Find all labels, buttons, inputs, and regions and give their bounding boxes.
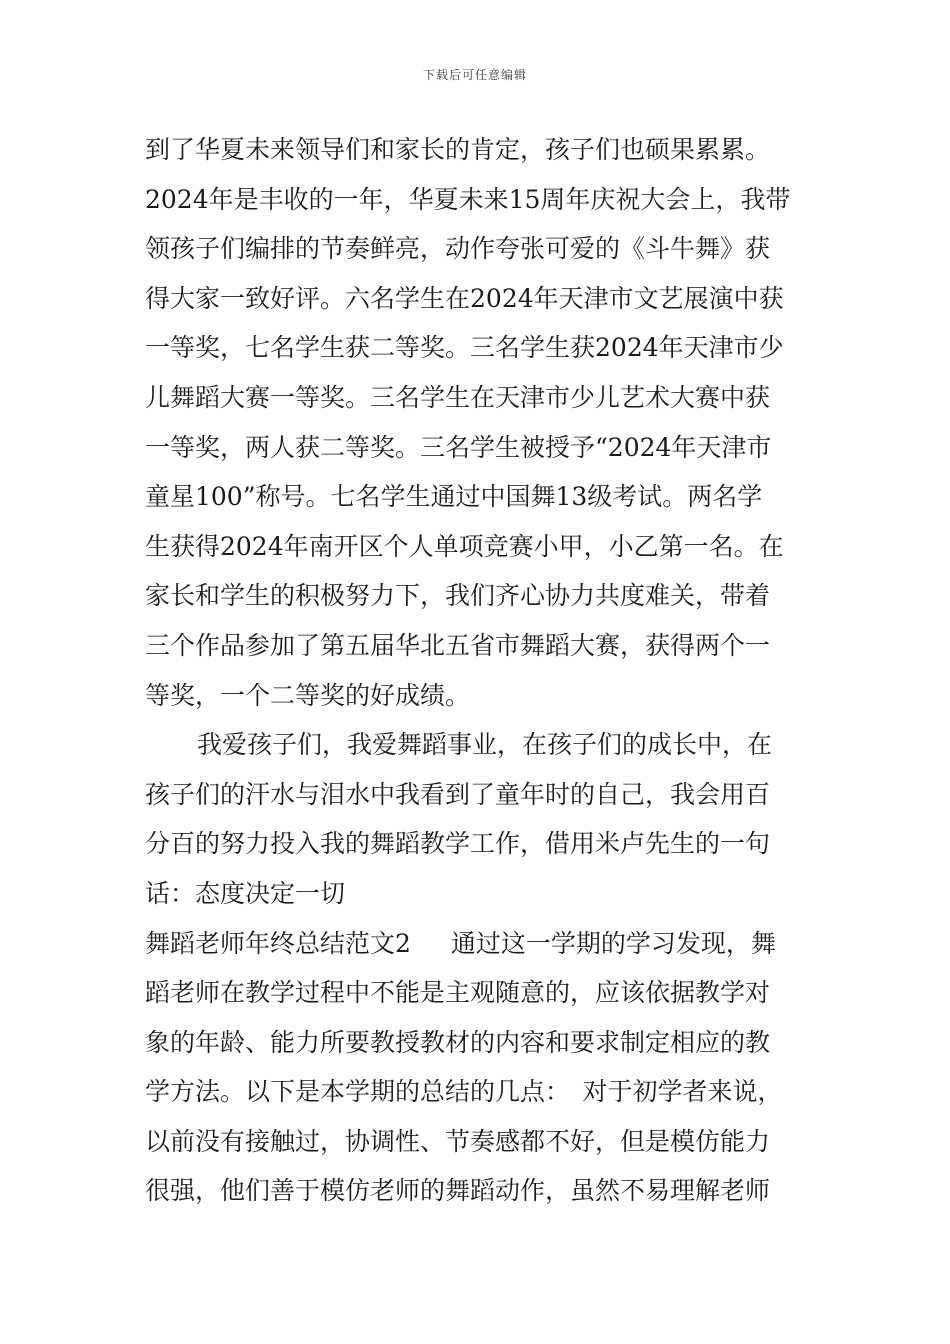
text-line: 一等奖，七名学生获二等奖。三名学生获2024年天津市少 — [145, 333, 784, 363]
text-line: 孩子们的汗水与泪水中我看到了童年时的自己，我会用百 — [145, 779, 771, 809]
text-line: 三个作品参加了第五届华北五省市舞蹈大赛，获得两个一 — [145, 630, 771, 660]
text-line: 很强，他们善于模仿老师的舞蹈动作，虽然不易理解老师 — [145, 1176, 771, 1206]
text-line: 分百的努力投入我的舞蹈教学工作，借用米卢先生的一句 — [145, 829, 771, 859]
section-first-text: 通过这一学期的学习发现，舞 — [450, 928, 776, 958]
text-line: 蹈老师在教学过程中不能是主观随意的，应该依据教学对 — [145, 978, 771, 1008]
text-line: 童星100”称号。七名学生通过中国舞13级考试。两名学 — [145, 482, 763, 512]
section-title: 舞蹈老师年终总结范文2 — [145, 928, 411, 958]
text-line: 儿舞蹈大赛一等奖。三名学生在天津市少儿艺术大赛中获 — [145, 382, 771, 412]
text-line: 得大家一致好评。六名学生在2024年天津市文艺展演中获 — [145, 283, 784, 313]
section-heading-line — [145, 919, 815, 969]
text-line: 话：态度决定一切 — [145, 878, 346, 908]
text-line: 领孩子们编排的节奏鲜亮，动作夸张可爱的《斗牛舞》获 — [145, 234, 771, 264]
text-line: 学方法。以下是本学期的总结的几点： 对于初学者来说， — [145, 1077, 783, 1107]
paragraph-start-line: 我爱孩子们，我爱舞蹈事业，在孩子们的成长中，在 — [197, 730, 773, 760]
text-line: 生获得2024年南开区个人单项竞赛小甲，小乙第一名。在 — [145, 531, 784, 561]
document-body — [145, 125, 815, 1216]
text-line: 以前没有接触过，协调性、节奏感都不好，但是模仿能力 — [145, 1126, 771, 1156]
text-line: 一等奖，两人获二等奖。三名学生被授予“2024年天津市 — [145, 432, 772, 462]
text-line: 2024年是丰收的一年，华夏未来15周年庆祝大会上，我带 — [145, 184, 791, 214]
page-header: 下载后可任意编辑 — [422, 68, 527, 82]
text-line: 家长和学生的积极努力下，我们齐心协力共度难关，带着 — [145, 581, 771, 611]
text-line: 到了华夏未来领导们和家长的肯定，孩子们也硕果累累。 — [145, 135, 771, 164]
text-line: 等奖，一个二等奖的好成绩。 — [145, 680, 471, 710]
text-line: 象的年龄、能力所要教授教材的内容和要求制定相应的教 — [145, 1027, 771, 1057]
